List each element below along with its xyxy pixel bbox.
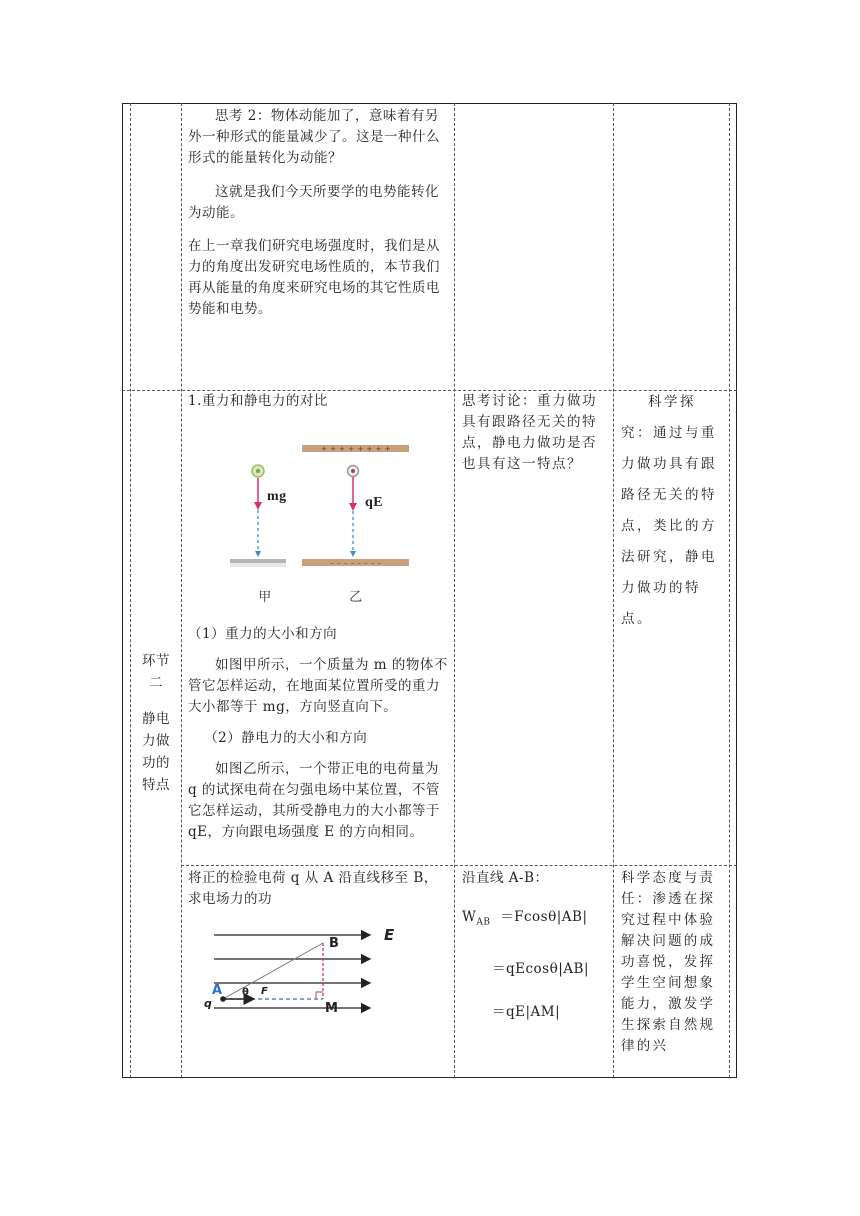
q-label: q [204,997,213,1010]
work-subscript: AB [476,917,491,928]
E-label: E [384,926,395,944]
gravity-paragraph: 如图甲所示，一个质量为 m 的物体不管它怎样运动，在地面某位置所受的重力大小都等于 mg，方向竖直向下。 [188,657,448,715]
theta-label: θ [242,987,250,998]
section-label-number: 环节二 [142,653,170,691]
table-top-border [122,103,737,104]
inquiry-goal-paragraph: 科学探究：通过与重力做功具有跟路径无关的特点，类比的方法研究，静电力做功的特点。 [621,394,717,627]
row2-content-cell [188,391,450,843]
plus-signs: + + + + + + + + [321,445,391,453]
work-equation-1 [462,907,609,934]
caption-jia: 甲 [258,590,272,605]
row3-derivation-cell [462,868,609,1023]
work-equation-3: ＝qE|AM| [492,1003,561,1020]
row-divider [181,865,737,866]
column-divider [613,103,614,1078]
caption-yi: 乙 [349,590,363,605]
column-divider [729,103,730,1078]
gravity-arrow [254,502,262,510]
field-work-figure [204,923,404,1023]
electric-paragraph: 如图乙所示，一个带正电的电荷量为 q 的试探电荷在匀强电场中某位置，不管它怎样运动，其所受静电力的大小都等于 qE，方向跟电场强度 E 的方向相同。 [188,761,440,840]
discussion-paragraph: 思考讨论：重力做功具有跟路径无关的特点，静电力做功是否也具有这一特点？ [462,393,597,472]
row3-content-cell [188,868,450,1023]
work-symbol: W [462,909,477,925]
ground-surface [230,559,286,563]
section-label-title: 静电力做功的特点 [142,711,170,793]
table-bottom-border [122,1077,737,1078]
row3-goal-cell [621,868,725,1057]
answer-paragraph: 这就是我们今天所要学的电势能转化为动能。 [188,184,439,221]
column-divider [181,103,182,1078]
column-divider [130,103,131,1078]
row1-content-cell [188,106,450,320]
gravity-vs-electric-figure [188,420,450,615]
lesson-table [122,103,737,1078]
comparison-heading: 1.重力和静电力的对比 [188,393,328,409]
row2-activity-cell [462,391,609,475]
mg-label: mg [267,489,287,504]
B-label: B [329,936,340,951]
think2-paragraph: 思考 2：物体动能加了，意味着有另外一种形式的能量减少了。这是一种什么形式的能量转化为动能？ [188,108,440,166]
work-equation-2: ＝qEcosθ|AB| [492,960,590,977]
M-label: M [325,1001,339,1016]
minus-signs: – – – – – – – – [330,559,382,567]
path-AB [223,943,323,999]
A-label: A [212,983,223,998]
table-left-border [122,103,123,1078]
gravity-subheading: （1）重力的大小和方向 [188,626,338,642]
path-label: 沿直线 A-B： [462,870,549,886]
task-paragraph: 将正的检验电荷 q 从 A 沿直线移至 B，求电场力的功 [188,870,438,907]
F-label: F [261,986,269,997]
qE-label: qE [365,495,384,510]
section-label-cell [136,650,176,796]
intro-paragraph: 在上一章我们研究电场强度时，我们是从力的角度出发研究电场性质的，本节我们再从能量的角度来研究电场的其它性质电势能和电势。 [188,238,440,317]
electric-force-arrow [349,503,357,511]
table-right-border [736,103,737,1078]
column-divider [454,103,455,1078]
attitude-goal-paragraph: 科学态度与责任：渗透在探究过程中体验解决问题的成功喜悦，发挥学生空间想象能力，激发学生探索自然规律的兴 [621,870,716,1054]
work-rhs-1: ＝Fcosθ|AB| [500,909,588,925]
electric-subheading: （2）静电力的大小和方向 [204,730,368,746]
row2-goal-cell [621,387,725,635]
